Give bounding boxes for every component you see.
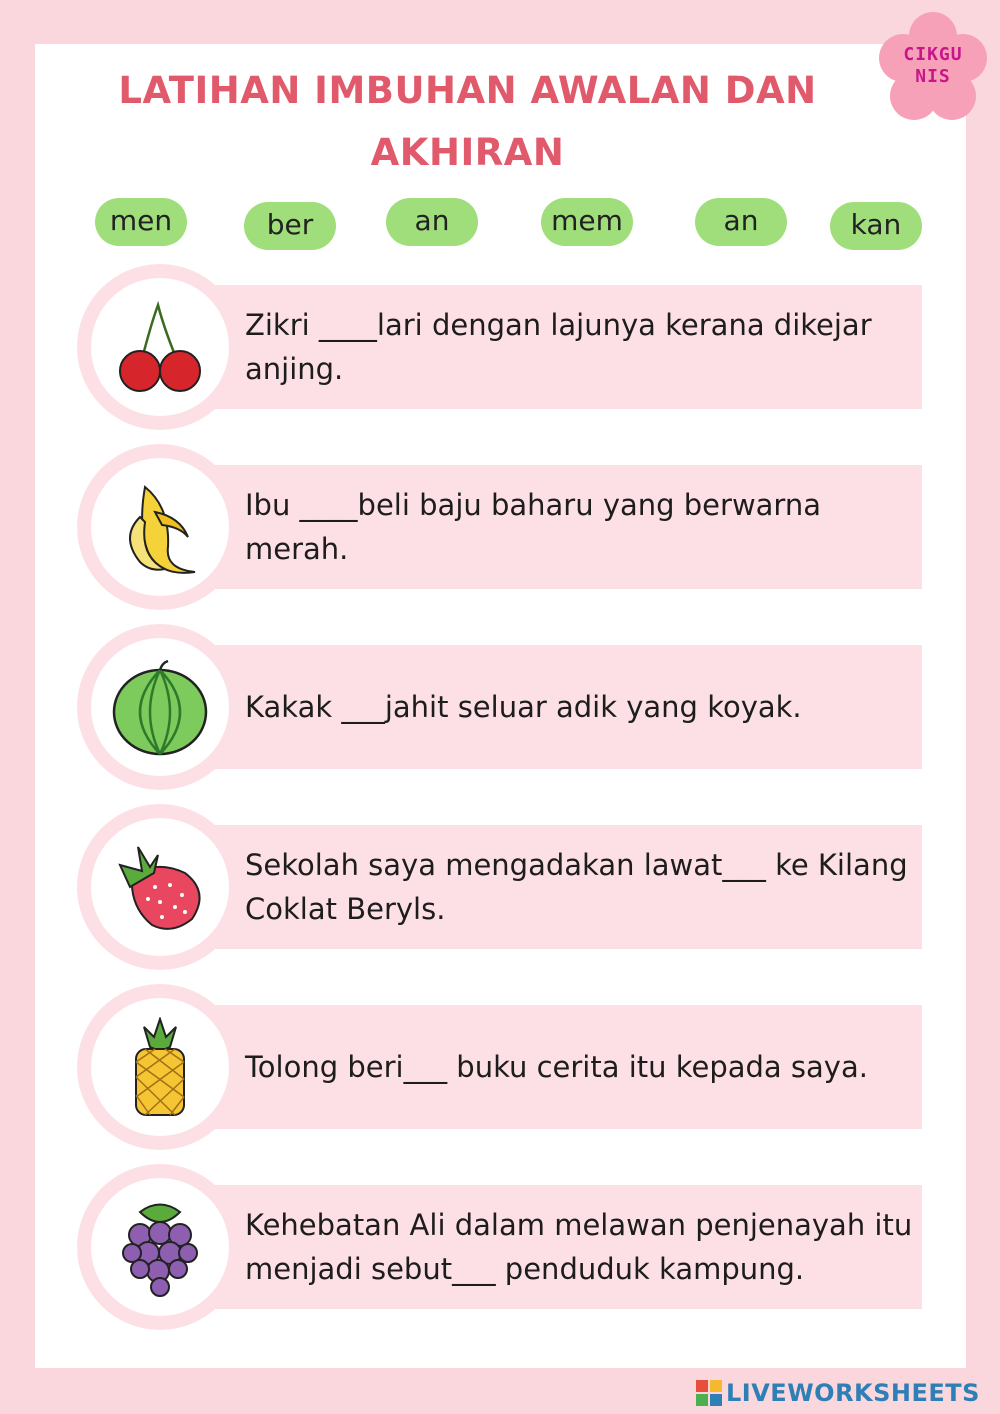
- title-line-1: LATIHAN IMBUHAN AWALAN DAN: [118, 69, 817, 112]
- word-pill-an-2[interactable]: an: [695, 198, 787, 246]
- logo-line-2: NIS: [915, 66, 951, 87]
- worksheet-title: [100, 60, 835, 184]
- question-bubble-3: [77, 624, 243, 790]
- question-bubble-2: [77, 444, 243, 610]
- word-pill-an-1[interactable]: an: [386, 198, 478, 246]
- watermelon-icon: [110, 657, 210, 757]
- word-pill-men[interactable]: men: [95, 198, 187, 246]
- grapes-icon: [110, 1197, 210, 1297]
- question-text-5: Tolong beri___ buku cerita itu kepada saya.: [245, 1050, 868, 1084]
- pineapple-icon: [110, 1017, 210, 1117]
- question-bubble-6: [77, 1164, 243, 1330]
- question-text-2: Ibu ____beli baju baharu yang berwarna merah.: [245, 488, 821, 566]
- cherry-icon: [110, 297, 210, 397]
- logo-line-1: CIKGU: [903, 44, 963, 65]
- word-pill-mem[interactable]: mem: [541, 198, 633, 246]
- word-pill-ber[interactable]: ber: [244, 202, 336, 250]
- liveworksheets-logo-icon: [696, 1380, 722, 1406]
- question-text-1: Zikri ____lari dengan lajunya kerana dikejar anjing.: [245, 308, 872, 386]
- question-bubble-5: [77, 984, 243, 1150]
- word-pill-kan[interactable]: kan: [830, 202, 922, 250]
- footer-brand-text: LIVEWORKSHEETS: [726, 1379, 980, 1407]
- question-bubble-4: [77, 804, 243, 970]
- footer-brand[interactable]: [696, 1378, 980, 1408]
- strawberry-icon: [110, 837, 210, 937]
- title-line-2: AKHIRAN: [370, 131, 565, 174]
- question-text-4: Sekolah saya mengadakan lawat___ ke Kilang Coklat Beryls.: [245, 848, 908, 926]
- banana-icon: [110, 477, 210, 577]
- question-bubble-1: [77, 264, 243, 430]
- logo-text: [875, 44, 991, 88]
- question-text-3: Kakak ___jahit seluar adik yang koyak.: [245, 690, 802, 724]
- question-text-6: Kehebatan Ali dalam melawan penjenayah itu menjadi sebut___ penduduk kampung.: [245, 1208, 913, 1286]
